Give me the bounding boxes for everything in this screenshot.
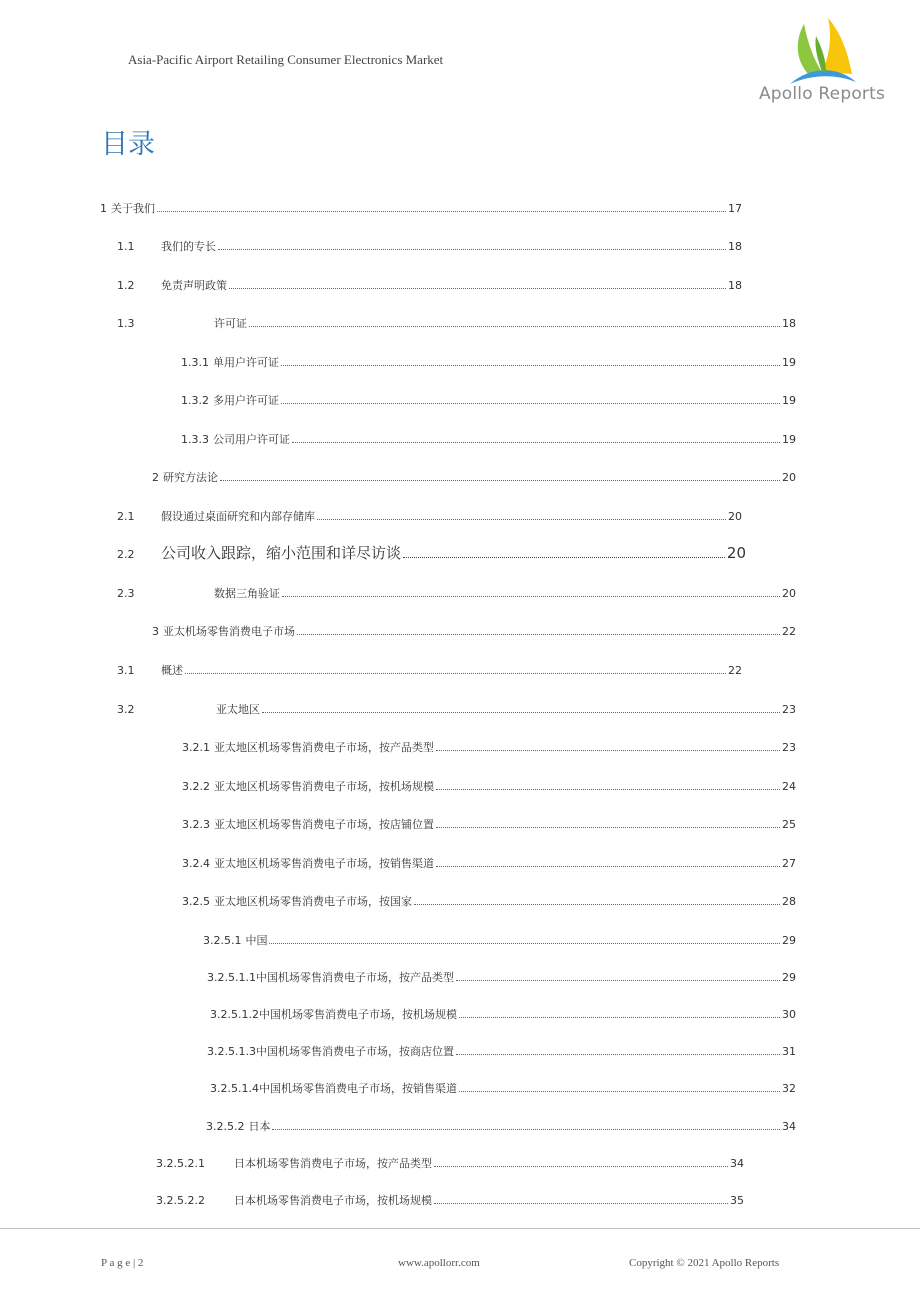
toc-entry-title: 亚太地区机场零售消费电子市场，按机场规模: [214, 780, 434, 793]
toc-entry-number: 3.2.5: [182, 895, 210, 908]
toc-entry[interactable]: [182, 777, 796, 795]
toc-leader-dots: [459, 1005, 780, 1018]
toc-entry-number: 3.2.5.1.1: [207, 971, 256, 984]
toc-leader-dots: [249, 314, 780, 327]
toc-entry[interactable]: [182, 738, 796, 756]
toc-entry-title: 单用户许可证: [213, 356, 279, 369]
toc-entry-number: 3.2.5.1.3: [207, 1045, 256, 1058]
toc-entry[interactable]: [206, 1117, 796, 1135]
toc-entry-number: 2.1: [117, 510, 135, 523]
toc-entry-page: 29: [782, 971, 796, 984]
toc-entry-number: 1.3: [117, 317, 135, 330]
toc-entry-title: 亚太地区机场零售消费电子市场，按店铺位置: [214, 818, 434, 831]
toc-leader-dots: [317, 507, 726, 520]
toc-entry[interactable]: [203, 931, 796, 949]
toc-entry-page: 30: [782, 1008, 796, 1021]
toc-entry[interactable]: [156, 1154, 744, 1172]
toc-entry-page: 28: [782, 895, 796, 908]
toc-leader-dots: [403, 542, 725, 558]
toc-entry-title: 亚太机场零售消费电子市场: [163, 625, 295, 638]
toc-entry-page: 23: [782, 741, 796, 754]
toc-entry-page: 17: [728, 202, 742, 215]
toc-entry-page: 19: [782, 394, 796, 407]
toc-entry[interactable]: [117, 700, 796, 718]
toc-leader-dots: [185, 661, 726, 674]
toc-leader-dots: [220, 468, 780, 481]
toc-entry[interactable]: [207, 968, 796, 986]
toc-leader-dots: [414, 892, 780, 905]
toc-entry[interactable]: [152, 622, 796, 640]
footer-page-label: P a g e | 2: [101, 1257, 144, 1269]
toc-entry-number: 3.2.3: [182, 818, 210, 831]
toc-leader-dots: [436, 777, 780, 790]
toc-entry-number: 1.3.1: [181, 356, 209, 369]
toc-entry-title: 亚太地区机场零售消费电子市场，按产品类型: [214, 741, 434, 754]
toc-entry-page: 34: [782, 1120, 796, 1133]
toc-entry[interactable]: [117, 507, 742, 525]
toc-entry-title: 假设通过桌面研究和内部存储库: [161, 510, 315, 523]
toc-leader-dots: [297, 622, 780, 635]
toc-entry-page: 34: [730, 1157, 744, 1170]
toc-entry-number: 3.2.5.1.4: [210, 1082, 259, 1095]
toc-entry-title: 中国: [245, 934, 268, 947]
toc-entry-number: 3.2.4: [182, 857, 210, 870]
toc-entry-number: 3.2.5.2.2: [156, 1194, 205, 1207]
toc-entry-title: 许可证: [214, 317, 247, 330]
toc-entry-number: 1.2: [117, 279, 135, 292]
toc-entry-title: 我们的专长: [161, 240, 216, 253]
toc-entry[interactable]: [181, 391, 796, 409]
toc-entry-page: 18: [728, 279, 742, 292]
toc-entry-number: 3.2.5.1: [203, 934, 242, 947]
toc-leader-dots: [218, 237, 726, 250]
toc-entry-title: 概述: [161, 664, 183, 677]
toc-entry[interactable]: [117, 237, 742, 255]
toc-entry-number: 2: [152, 471, 159, 484]
toc-entry-page: 29: [782, 934, 796, 947]
toc-entry-page: 18: [782, 317, 796, 330]
toc-entry-number: 3.2: [117, 703, 135, 716]
toc-entry-title: 免责声明政策: [161, 279, 227, 292]
toc-entry-title: 关于我们: [111, 202, 155, 215]
footer-website-link[interactable]: www.apollorr.com: [398, 1257, 480, 1269]
toc-entry-page: 19: [782, 356, 796, 369]
toc-entry-page: 20: [726, 544, 746, 562]
toc-entry[interactable]: [152, 468, 796, 486]
toc-entry[interactable]: [117, 276, 742, 294]
toc-entry-title: 亚太地区机场零售消费电子市场，按国家: [214, 895, 412, 908]
toc-entry-page: 35: [730, 1194, 744, 1207]
toc-entry-number: 3: [152, 625, 159, 638]
toc-entry-title: 中国机场零售消费电子市场，按商店位置: [255, 1045, 454, 1058]
logo-mark-icon: [752, 16, 892, 86]
toc-entry[interactable]: [182, 854, 796, 872]
toc-entry[interactable]: [207, 1042, 796, 1060]
toc-leader-dots: [281, 353, 780, 366]
toc-entry-title: 数据三角验证: [214, 587, 280, 600]
toc-entry-title: 中国机场零售消费电子市场，按销售渠道: [258, 1082, 457, 1095]
toc-entry-page: 20: [782, 587, 796, 600]
toc-leader-dots: [272, 1117, 780, 1130]
logo-yellow-leaf: [822, 18, 852, 74]
toc-entry-number: 3.2.5.2.1: [156, 1157, 205, 1170]
toc-leader-dots: [262, 700, 780, 713]
toc-entry[interactable]: [117, 542, 746, 564]
toc-entry-title: 亚太地区: [216, 703, 260, 716]
toc-leader-dots: [459, 1079, 780, 1092]
toc-entry-title: 中国机场零售消费电子市场，按产品类型: [255, 971, 454, 984]
logo-text: Apollo Reports: [758, 84, 886, 104]
toc-entry-title: 多用户许可证: [213, 394, 279, 407]
toc-entry[interactable]: [156, 1191, 744, 1209]
toc-entry[interactable]: [182, 892, 796, 910]
footer-divider: [0, 1228, 920, 1229]
toc-entry-number: 2.2: [117, 548, 135, 561]
toc-entry-page: 19: [782, 433, 796, 446]
toc-entry-page: 23: [782, 703, 796, 716]
toc-entry-title: 日本机场零售消费电子市场，按机场规模: [234, 1194, 432, 1207]
toc-entry-number: 3.2.5.2: [206, 1120, 245, 1133]
toc-leader-dots: [456, 968, 780, 981]
toc-entry[interactable]: [210, 1079, 796, 1097]
toc-entry-number: 3.2.1: [182, 741, 210, 754]
toc-entry-number: 3.2.5.1.2: [210, 1008, 259, 1021]
toc-entry-title: 研究方法论: [163, 471, 218, 484]
toc-leader-dots: [292, 430, 780, 443]
toc-leader-dots: [436, 815, 780, 828]
toc-entry[interactable]: [182, 815, 796, 833]
toc-entry-title: 日本: [248, 1120, 271, 1133]
toc-entry-number: 3.1: [117, 664, 135, 677]
toc-entry[interactable]: [117, 584, 796, 602]
toc-entry-page: 24: [782, 780, 796, 793]
toc-entry-number: 2.3: [117, 587, 135, 600]
toc-leader-dots: [282, 584, 780, 597]
toc-entry-page: 22: [728, 664, 742, 677]
apollo-reports-logo: [752, 16, 892, 108]
toc-entry-page: 20: [728, 510, 742, 523]
toc-entry-title: 公司收入跟踪，缩小范围和详尽访谈: [161, 544, 402, 562]
toc-entry-page: 20: [782, 471, 796, 484]
toc-entry-page: 27: [782, 857, 796, 870]
toc-leader-dots: [456, 1042, 780, 1055]
toc-leader-dots: [269, 931, 780, 944]
toc-entry-page: 22: [782, 625, 796, 638]
toc-entry-number: 1.1: [117, 240, 135, 253]
toc-entry[interactable]: [181, 430, 796, 448]
toc-entry-page: 32: [782, 1082, 796, 1095]
toc-leader-dots: [436, 854, 780, 867]
toc-entry-number: 1.3.2: [181, 394, 209, 407]
toc-entry[interactable]: [100, 199, 742, 217]
toc-leader-dots: [434, 1191, 728, 1204]
footer-copyright: Copyright © 2021 Apollo Reports: [629, 1257, 780, 1269]
toc-entry[interactable]: [117, 314, 796, 332]
toc-heading: 目录: [101, 129, 155, 160]
toc-entry-number: 1: [100, 202, 107, 215]
toc-leader-dots: [434, 1154, 728, 1167]
toc-entry-number: 1.3.3: [181, 433, 209, 446]
toc-leader-dots: [436, 738, 780, 751]
toc-entry-title: 公司用户许可证: [213, 433, 290, 446]
toc-entry-number: 3.2.2: [182, 780, 210, 793]
toc-leader-dots: [281, 391, 780, 404]
toc-entry[interactable]: [210, 1005, 796, 1023]
toc-entry-title: 中国机场零售消费电子市场，按机场规模: [258, 1008, 457, 1021]
toc-entry[interactable]: [181, 353, 796, 371]
toc-entry[interactable]: [117, 661, 742, 679]
toc-entry-page: 25: [782, 818, 796, 831]
toc-entry-page: 18: [728, 240, 742, 253]
toc-entry-title: 亚太地区机场零售消费电子市场，按销售渠道: [214, 857, 434, 870]
toc-entry-title: 日本机场零售消费电子市场，按产品类型: [234, 1157, 432, 1170]
toc-leader-dots: [229, 276, 726, 289]
toc-entry-page: 31: [782, 1045, 796, 1058]
toc-leader-dots: [157, 199, 726, 212]
document-header-title: Asia-Pacific Airport Retailing Consumer Electronics Market: [128, 52, 444, 67]
